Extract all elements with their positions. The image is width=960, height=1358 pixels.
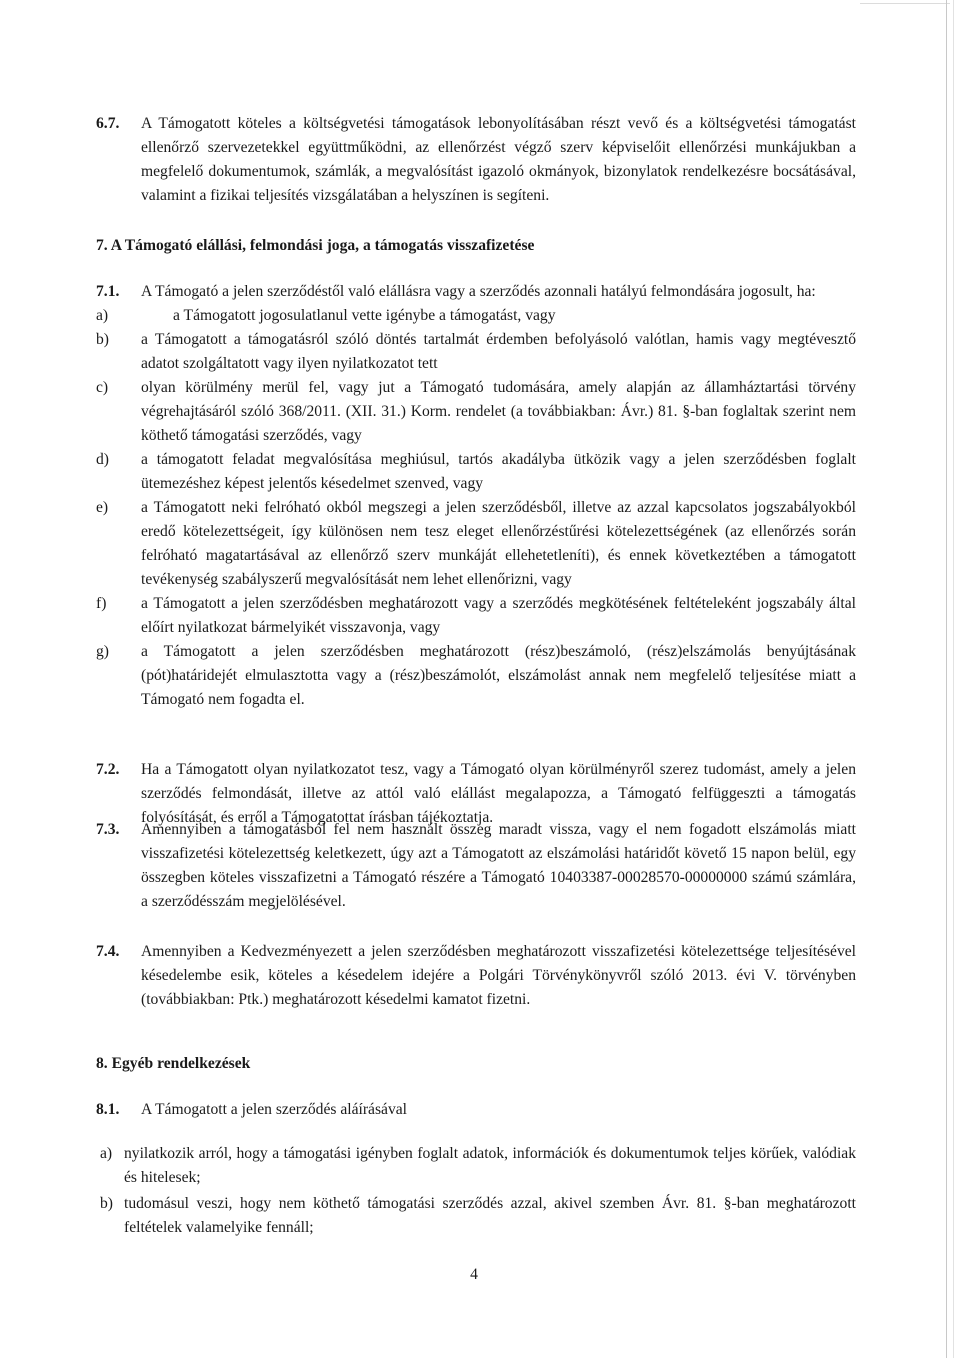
list-item-label: g) bbox=[96, 643, 109, 660]
paragraph-number: 7.3. bbox=[96, 821, 120, 838]
paragraph-intro: A Támogató a jelen szerződéstől való elállásra vagy a szerződés azonnali hatályú felmondására jogosult, ha: bbox=[141, 283, 816, 300]
list-item bbox=[96, 328, 856, 376]
list-item bbox=[96, 592, 856, 640]
list-item-text: olyan körülmény merül fel, vagy jut a Támogató tudomására, amely alapján az államháztartási törvény végrehajtásáról szóló 368/2011. (XII. 31.) Korm. rendelet (a továbbiakban: Ávr.) 81. §-ban foglaltak szerint nem köthető támogatási szerződés, vagy bbox=[141, 379, 856, 444]
list-item bbox=[96, 496, 856, 592]
paragraph-8-1 bbox=[96, 1098, 856, 1122]
list-item-label: b) bbox=[96, 331, 109, 348]
scan-edge-rule bbox=[860, 3, 950, 4]
list-item bbox=[100, 1192, 856, 1240]
list-item-text: a támogatott feladat megvalósítása meghiúsul, tartós akadályba ütközik vagy a jelen szerződésben foglalt ütemezéshez képest jelentős késedelmet szenved, vagy bbox=[141, 451, 856, 492]
list-item bbox=[96, 304, 856, 328]
list-item-text: a Támogatott jogosulatlanul vette igénybe a támogatást, vagy bbox=[173, 307, 556, 324]
list-item-text: nyilatkozik arról, hogy a támogatási igényben foglalt adatok, információk és dokumentumok teljes körűek, valódiak és hitelesek; bbox=[124, 1145, 856, 1186]
list-item bbox=[100, 1142, 856, 1190]
scan-edge-line bbox=[946, 0, 947, 1358]
paragraph-number: 7.1. bbox=[96, 283, 120, 300]
paragraph-text: Amennyiben a Kedvezményezett a jelen szerződésben meghatározott visszafizetési kötelezettsége teljesítésével késedelembe esik, köteles a késedelem idejére a Polgári Törvénykönyvről szóló 2013. évi V. törvényben (továbbiakban: Ptk.) meghatározott késedelmi kamatot fizetni. bbox=[141, 943, 856, 1008]
list-item-text: a Támogatott neki felróható okból megszegi a jelen szerződésből, illetve az azzal kapcsolatos jogszabályokból eredő kötelezettségeit, így különösen nem tesz eleget ellenőrzéstűrési kötelezettségének (az ellenőrzés során felróható magatartásával az ellenőrző szerv munkáját ellehetetleníti), és ennek következtében a támogatott tevékenység szabályszerű megvalósítását nem lehet ellenőrizni, vagy bbox=[141, 499, 856, 588]
paragraph-number: 7.2. bbox=[96, 761, 120, 778]
list-item-label: b) bbox=[100, 1195, 113, 1212]
list-item-label: a) bbox=[100, 1145, 113, 1162]
list-item-text: tudomásul veszi, hogy nem köthető támogatási szerződés azzal, akivel szemben Ávr. 81. §-ban meghatározott feltételek valamelyike fennáll; bbox=[124, 1195, 856, 1236]
paragraph-intro: A Támogatott a jelen szerződés aláírásával bbox=[141, 1101, 407, 1118]
section-7 bbox=[96, 234, 856, 258]
condition-list bbox=[64, 304, 856, 712]
paragraph-number: 8.1. bbox=[96, 1101, 120, 1118]
list-item-text: a Támogatott a jelen szerződésben meghatározott vagy a szerződés megkötésének feltételeként jogszabály által előírt nyilatkozat bármelyikét visszavonja, vagy bbox=[141, 595, 856, 636]
paragraph-text: Ha a Támogatott olyan nyilatkozatot tesz, vagy a Támogató olyan körülményről szerez tudomást, amely a jelen szerződés felmondását, illetve az attól való elállást megalapozza, a Támogató felfüggeszti a támogatás folyósítását, és erről a Támogatottat írásban tájékoztatja. bbox=[141, 761, 856, 826]
list-item bbox=[96, 448, 856, 496]
list-item-label: a) bbox=[96, 307, 109, 324]
paragraph-7-1 bbox=[96, 280, 856, 712]
section-heading: 7. A Támogató elállási, felmondási joga, a támogatás visszafizetése bbox=[96, 237, 535, 254]
list-item bbox=[96, 640, 856, 712]
paragraph-text: Amennyiben a támogatásból fel nem használt összeg maradt vissza, vagy el nem fogadott elszámolás miatt visszafizetési kötelezettség keletkezett, úgy azt a Támogatott az elszámolási határidőt követő 15 napon belül, egy összegben köteles visszafizetni a Támogató részére a Támogató 10403387-00028570-00000000 számú számlára, a szerződésszám megjelölésével. bbox=[141, 821, 856, 910]
section-heading: 8. Egyéb rendelkezések bbox=[96, 1055, 251, 1072]
section-8 bbox=[96, 1052, 856, 1076]
declaration-list bbox=[100, 1142, 856, 1240]
list-item-label: e) bbox=[96, 499, 109, 516]
list-item-label: f) bbox=[96, 595, 107, 612]
list-item-label: c) bbox=[96, 379, 109, 396]
list-item bbox=[96, 376, 856, 448]
paragraph-7-3 bbox=[96, 818, 856, 914]
list-item-text: a Támogatott a támogatásról szóló döntés tartalmát érdemben befolyásoló valótlan, hamis vagy megtévesztő adatot szolgáltatott vagy ilyen nyilatkozatot tett bbox=[141, 331, 856, 372]
paragraph-6-7 bbox=[96, 112, 856, 208]
paragraph-number: 6.7. bbox=[96, 115, 120, 132]
paragraph-7-4 bbox=[96, 940, 856, 1012]
page-number: 4 bbox=[470, 1266, 478, 1283]
list-item-text: a Támogatott a jelen szerződésben meghatározott (rész)beszámoló, (rész)elszámolás benyújtásának (pót)határidejét elmulasztotta vagy a (rész)beszámolót, elszámolást annak nem megfelelő teljesítése miatt a Támogató nem fogadta el. bbox=[141, 643, 856, 708]
paragraph-number: 7.4. bbox=[96, 943, 120, 960]
list-item-label: d) bbox=[96, 451, 109, 468]
scan-edge-line bbox=[953, 0, 954, 1358]
paragraph-text: A Támogatott köteles a költségvetési támogatások lebonyolításában részt vevő és a költségvetési támogatást ellenőrző szervezetekkel együttműködni, az ellenőrzést végző szerv képviselőit ellenőrzési munkájukban a megfelelő dokumentumok, számlák, a megvalósítást igazoló okmányok, bizonylatok rendelkezésre bocsátásával, valamint a fizikai teljesítés vizsgálatában a helyszínen is segíteni. bbox=[141, 115, 856, 204]
